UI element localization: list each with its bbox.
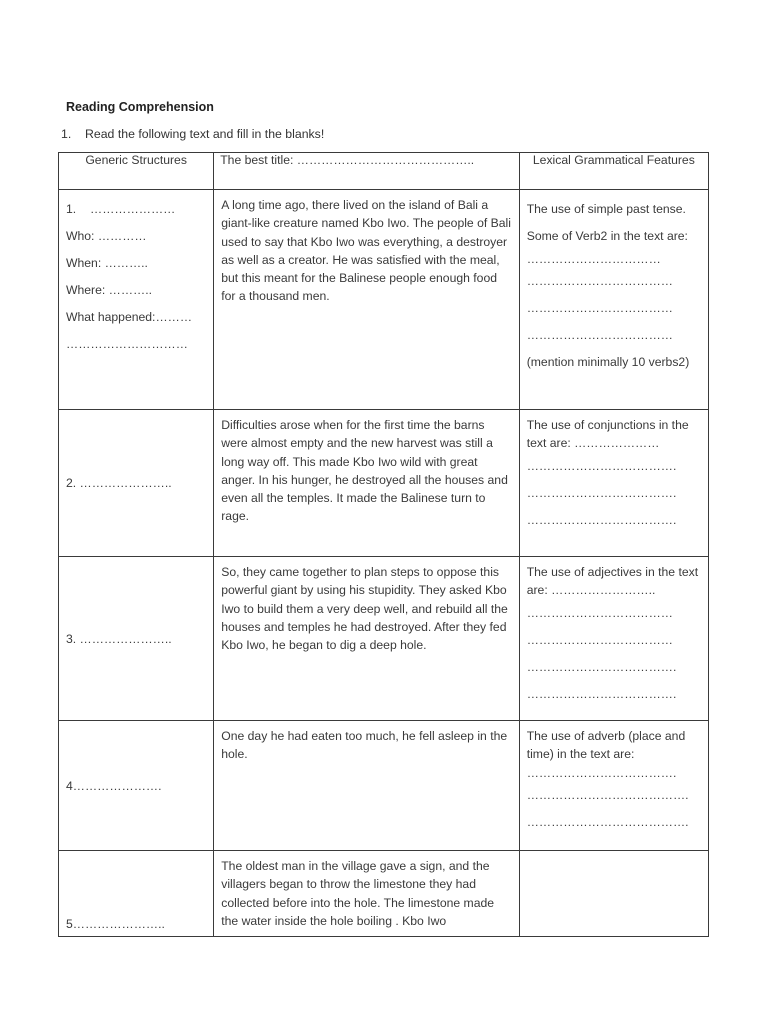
table-row [59, 851, 709, 937]
feature-intro: The use of adjectives in the text are: …………………….. [526, 565, 699, 598]
paragraph-2: Difficulties arose when for the first time the barns were almost empty and the new harvest was still a long way off. This made Kbo Iwo wild with great anger. In his hunger, he destroyed all the houses and even all the temples. It made the Balinese turn to rage. [221, 418, 508, 524]
verb2-blank[interactable]: ……………………………… [526, 301, 673, 315]
table-row [59, 721, 709, 851]
text-cell-3 [214, 557, 519, 721]
conjunction-blank[interactable]: ………………………………. [526, 485, 677, 500]
what-happened-field[interactable]: What happened:……… [66, 310, 193, 324]
resolution-blank[interactable]: 3. ………………….. [66, 631, 172, 646]
adjective-blank[interactable]: ………………………………. [526, 659, 677, 674]
page-heading: Reading Comprehension [66, 100, 214, 114]
conjunction-blank[interactable]: ………………………………. [526, 458, 677, 473]
paragraph-5: The oldest man in the village gave a sign, and the villagers began to throw the limestone they had collected before into the hole. The limestone made the water inside the hole boiling . Kbo Iwo [221, 859, 495, 928]
feature-cell-3 [519, 557, 708, 721]
verb2-blank[interactable]: …………………………… [526, 252, 661, 266]
feature-line: Some of Verb2 in the text are: [526, 229, 688, 243]
table-row [59, 190, 709, 410]
feature-intro: The use of adverb (place and time) in the text are: [526, 729, 686, 762]
who-field[interactable]: Who: ………… [66, 229, 147, 243]
feature-line: The use of simple past tense. [526, 202, 686, 216]
feature-note: (mention minimally 10 verbs2) [526, 355, 690, 369]
adverb-blank[interactable]: …………………………………. [526, 787, 689, 802]
where-field[interactable]: Where: ……….. [66, 283, 153, 297]
header-generic-structures: Generic Structures [59, 153, 214, 190]
instruction-text: Read the following text and fill in the blanks! [85, 127, 325, 141]
instruction-number: 1. [61, 127, 72, 141]
generic-cell-5 [59, 851, 214, 937]
generic-cell-4 [59, 721, 214, 851]
conjunction-blank[interactable]: ………………………………. [526, 512, 677, 527]
table-row [59, 410, 709, 557]
event-blank-5[interactable]: 5………………….. [66, 917, 165, 931]
feature-cell-2 [519, 410, 708, 557]
orientation-blank[interactable]: 1. ………………… [66, 202, 176, 216]
feature-cell-1 [519, 190, 708, 410]
header-best-title[interactable]: The best title: …………………………………….. [214, 153, 519, 190]
complication-blank[interactable]: 2. ………………….. [66, 476, 172, 490]
instruction [61, 127, 324, 141]
table-row [59, 557, 709, 721]
generic-cell-1 [59, 190, 214, 410]
verb2-blank[interactable]: ……………………………… [526, 274, 673, 288]
paragraph-3: So, they came together to plan steps to oppose this powerful giant by using his stupidity. They asked Kbo Iwo to build them a very deep well, and rebuild all the houses and temples he had destroyed. After they fed Kbo Iwo, he began to dig a deep hole. [221, 565, 508, 653]
feature-cell-4 [519, 721, 708, 851]
text-cell-4 [214, 721, 519, 851]
adverb-blank[interactable]: …………………………………. [526, 814, 689, 829]
feature-cell-5 [519, 851, 708, 937]
generic-cell-3 [59, 557, 214, 721]
paragraph-1: A long time ago, there lived on the island of Bali a giant-like creature named Kbo Iwo. The people of Bali used to say that Kbo Iwo was everything, a destroyer as well as a creator. He was satisfied with the meal, but this meant for the Balinese people enough food for a thousand men. [221, 198, 511, 304]
when-field[interactable]: When: ……….. [66, 256, 148, 270]
comprehension-table [58, 152, 709, 937]
adjective-blank[interactable]: ………………………………. [526, 686, 677, 701]
text-cell-2 [214, 410, 519, 557]
text-cell-5 [214, 851, 519, 937]
adjective-blank[interactable]: ……………………………… [526, 605, 673, 620]
adverb-blank[interactable]: ………………………………. [526, 765, 677, 780]
paragraph-4: One day he had eaten too much, he fell asleep in the hole. [221, 729, 508, 762]
generic-cell-2 [59, 410, 214, 557]
table-header-row [59, 153, 709, 190]
adjective-blank[interactable]: ……………………………… [526, 632, 673, 647]
feature-intro: The use of conjunctions in the text are: ………………… [526, 418, 689, 451]
header-lexical-features: Lexical Grammatical Features [519, 153, 708, 190]
text-cell-1 [214, 190, 519, 410]
event-blank[interactable]: 4…………………. [66, 778, 162, 793]
verb2-blank[interactable]: ……………………………… [526, 328, 673, 342]
extra-blank[interactable]: ………………………… [66, 337, 188, 351]
